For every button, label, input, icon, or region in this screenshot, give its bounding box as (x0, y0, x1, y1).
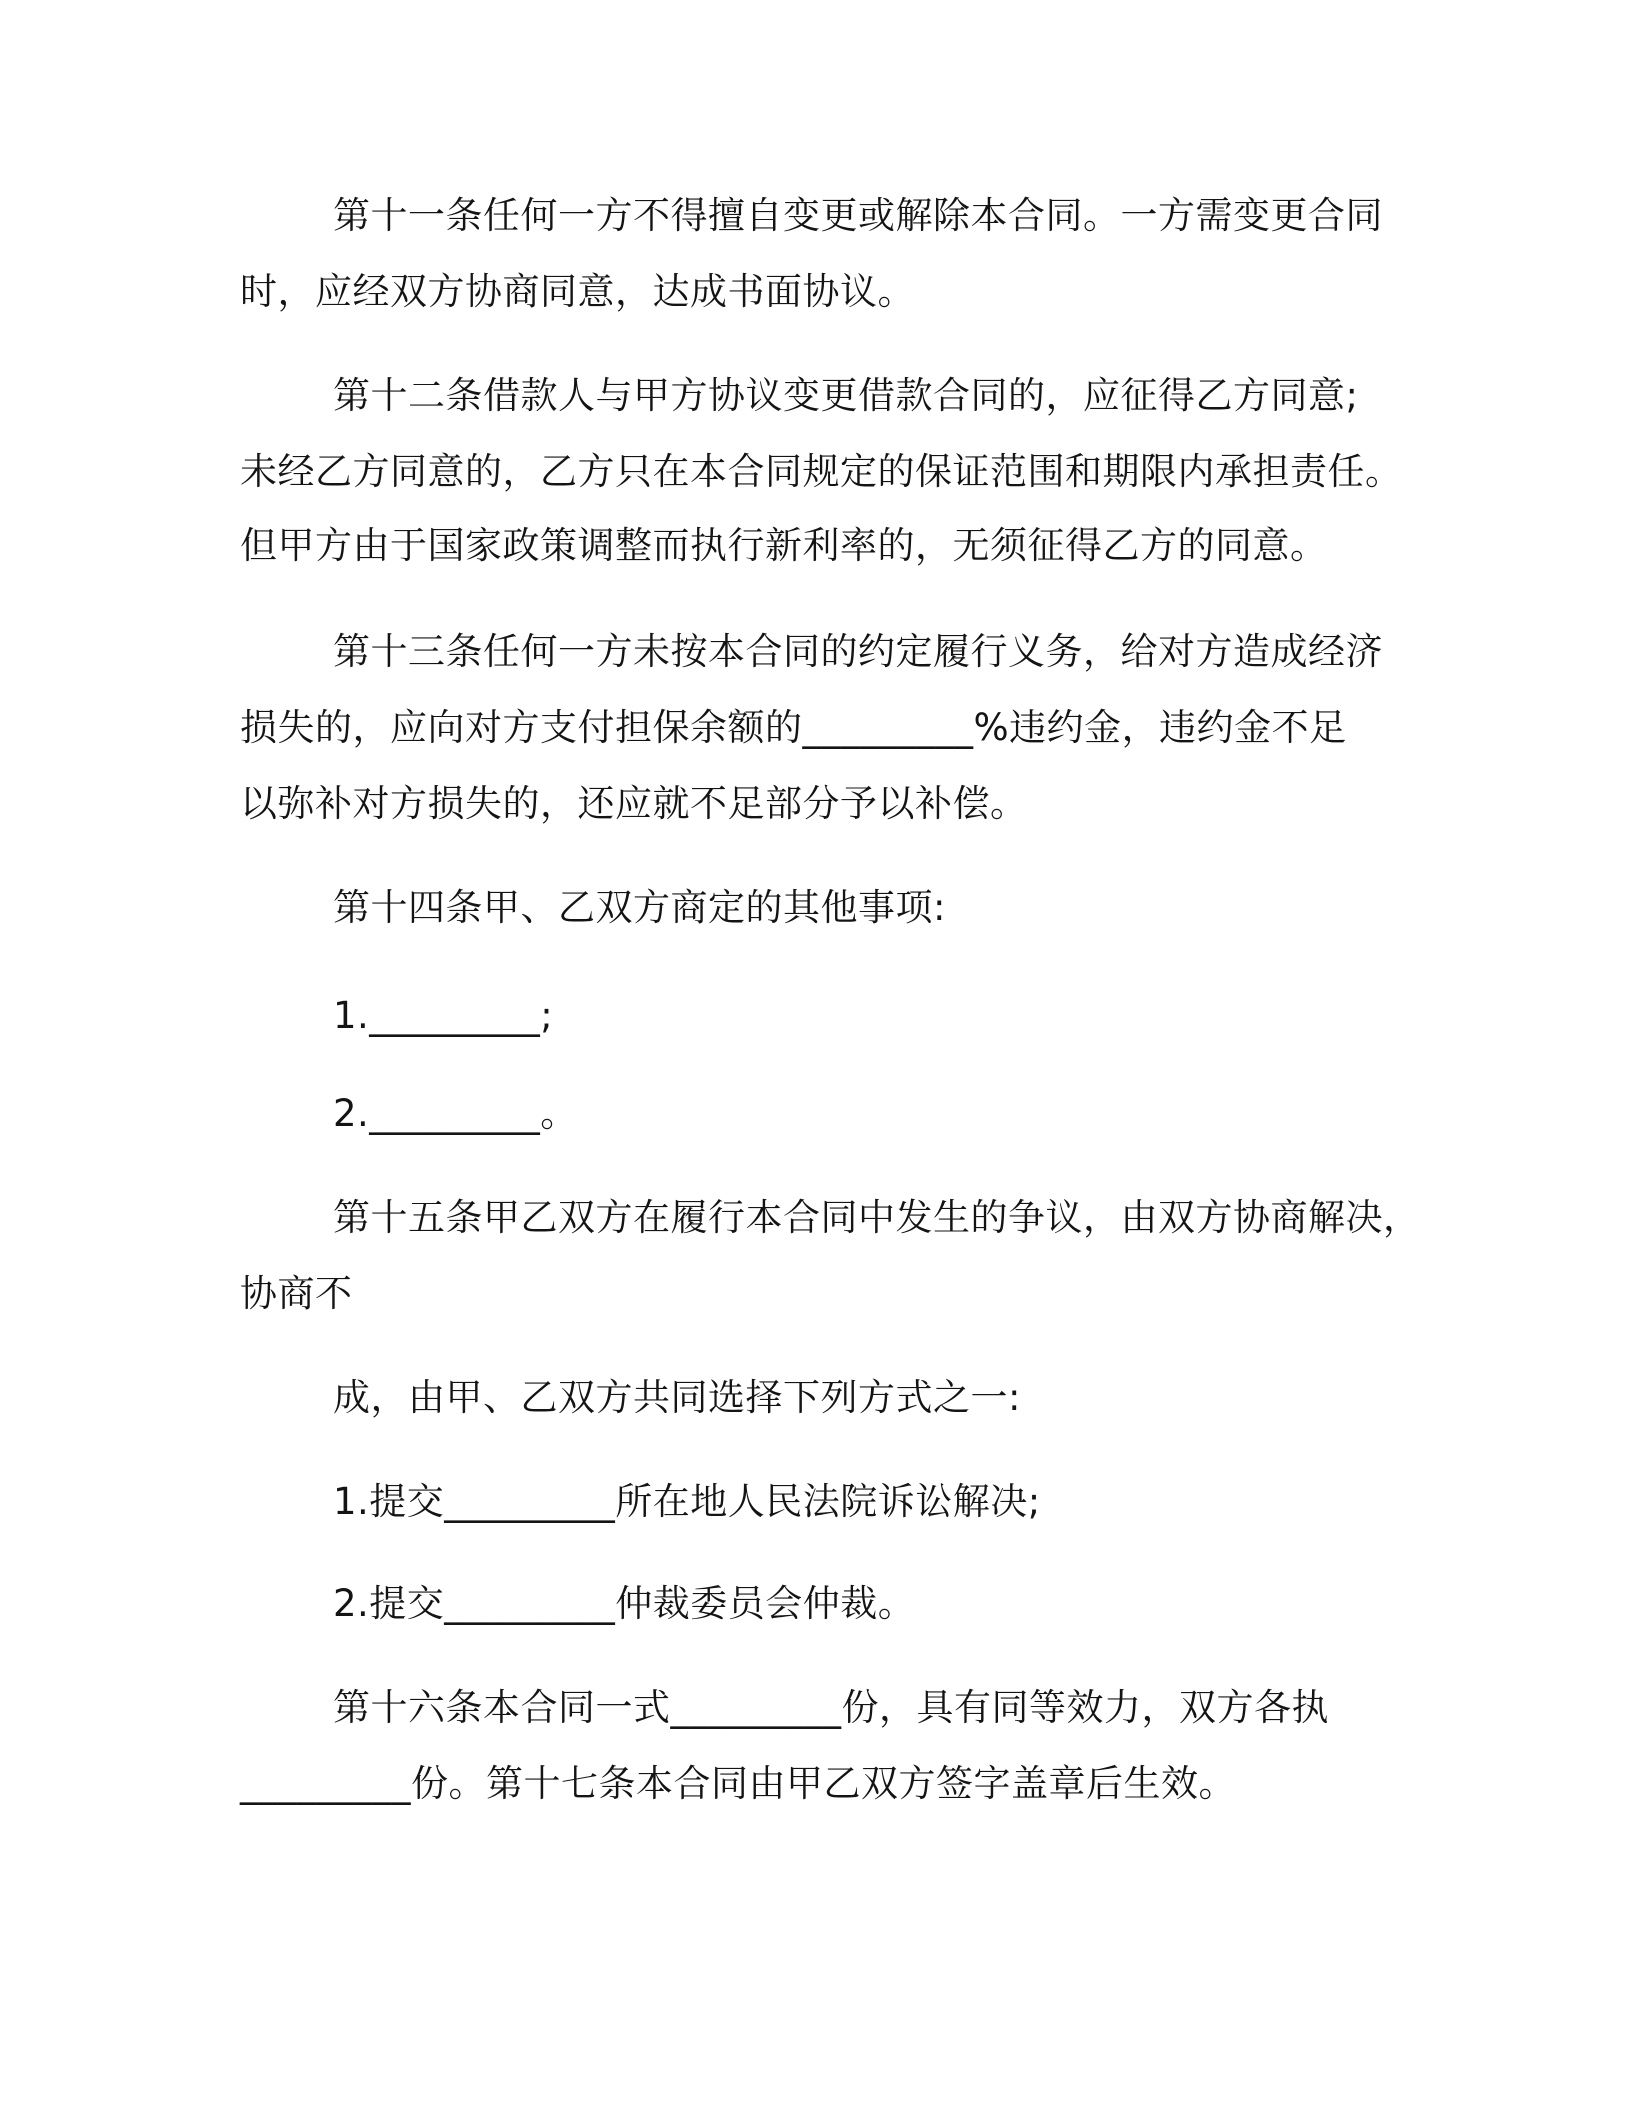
article-11-line-2: 时，应经双方协商同意，达成书面协议。 (240, 270, 915, 313)
article-13-line-1: 第十三条任何一方未按本合同的约定履行义务，给对方造成经济 (333, 630, 1383, 673)
article-12-line-2: 未经乙方同意的，乙方只在本合同规定的保证范围和期限内承担责任。 (240, 450, 1403, 493)
article-15-option-2: 2.提交_________仲裁委员会仲裁。 (333, 1582, 916, 1625)
article-15-option-1: 1.提交_________所在地人民法院诉讼解决; (333, 1480, 1041, 1523)
article-13-line-3: 以弥补对方损失的，还应就不足部分予以补偿。 (240, 782, 1028, 825)
article-12-line-1: 第十二条借款人与甲方协议变更借款合同的，应征得乙方同意; (333, 374, 1359, 417)
article-14-item-1: 1._________; (333, 994, 554, 1037)
article-15-line-2: 协商不 (240, 1272, 353, 1315)
article-15-line-1: 第十五条甲乙双方在履行本合同中发生的争议，由双方协商解决， (333, 1196, 1421, 1239)
article-14-heading: 第十四条甲、乙双方商定的其他事项: (333, 886, 946, 929)
article-11-line-1: 第十一条任何一方不得擅自变更或解除本合同。一方需变更合同 (333, 194, 1383, 237)
article-15-line-3: 成，由甲、乙双方共同选择下列方式之一: (333, 1376, 1021, 1419)
article-16-17-line-2: _________份。第十七条本合同由甲乙双方签字盖章后生效。 (240, 1762, 1236, 1805)
article-12-line-3: 但甲方由于国家政策调整而执行新利率的，无须征得乙方的同意。 (240, 524, 1328, 567)
article-13-line-2: 损失的，应向对方支付担保余额的_________%违约金，违约金不足 (240, 706, 1347, 749)
article-16-line-1: 第十六条本合同一式_________份，具有同等效力，双方各执 (333, 1686, 1329, 1729)
article-14-item-2: 2._________。 (333, 1092, 578, 1135)
